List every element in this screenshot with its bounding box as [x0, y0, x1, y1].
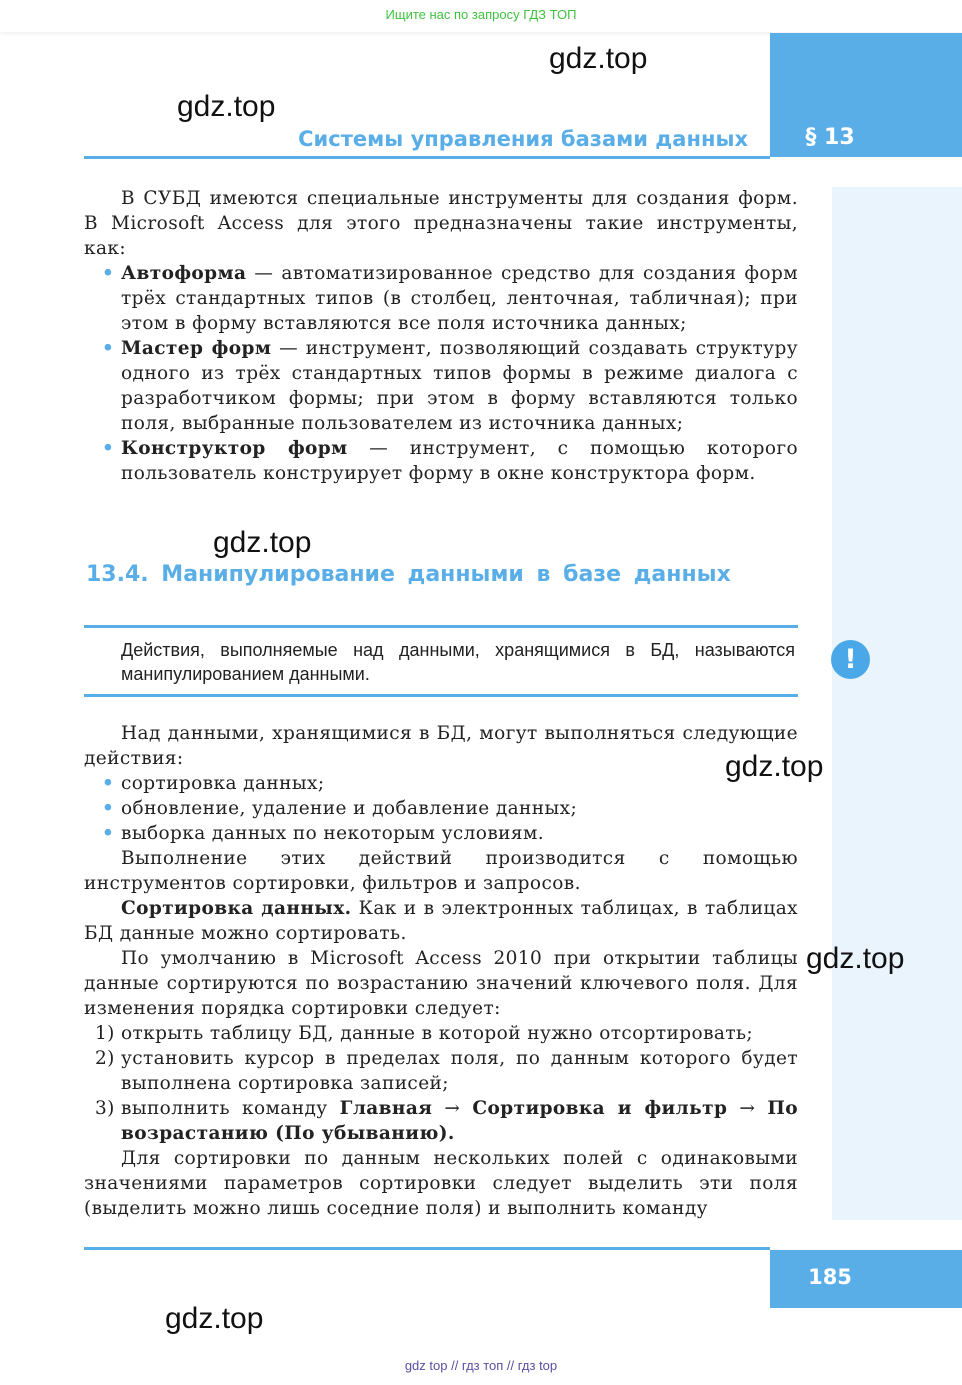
step-text: установить курсор в пределах поля, по данным которого будет выполнена сортировка записей; [121, 1048, 798, 1094]
watermark: gdz.top [165, 1302, 264, 1335]
term-desc: — инструмент, с помощью которого пользователь конструирует форму в окне конструктора форм. [121, 438, 798, 484]
list-item [84, 261, 798, 336]
page-number-tab [770, 1250, 962, 1308]
step-number: 2) [95, 1048, 115, 1069]
arrow-icon: → [727, 1098, 768, 1119]
command-name: Главная [339, 1098, 433, 1119]
list-item [84, 436, 798, 486]
body-block [84, 721, 798, 1221]
step-text: открыть таблицу БД, данные в которой нужно отсортировать; [121, 1023, 754, 1044]
chapter-title: Системы управления базами данных [298, 127, 748, 151]
command-name: Сортировка и фильтр [472, 1098, 728, 1119]
list-item: • выборка данных по некоторым условиям. [84, 821, 798, 846]
term-desc: — автоматизированное средство для создания форм трёх стандартных типов (в столбец, ленточная, табличная); при этом в форму вставляются все поля источника данных; [121, 263, 798, 334]
sort-paragraph [84, 896, 798, 946]
arrow-icon: → [432, 1098, 473, 1119]
watermark: gdz.top [177, 90, 276, 123]
side-margin-panel [832, 187, 962, 1220]
paragraph-label: § 13 [805, 125, 855, 150]
watermark: gdz.top [806, 942, 905, 975]
exclamation-icon: ! [831, 640, 870, 679]
term: Автоформа [121, 263, 247, 284]
multi-sort-paragraph: Для сортировки по данным нескольких полей с одинаковыми значениями параметров сортировки следует выделить эти поля (выделить можно лишь соседние поля) и выполнить команду [84, 1148, 798, 1219]
watermark: gdz.top [213, 526, 312, 559]
term-desc: — инструмент, позволяющий создавать структуру одного из трёх стандартных типов формы в режиме диалога с разработчиком формы; при этом в форму вставляются только поля, выбранные пользователем из источника данных; [121, 338, 798, 434]
top-banner: Ищите нас по запросу ГДЗ ТОП [0, 0, 962, 32]
step-item [84, 1021, 798, 1046]
step-item [84, 1096, 798, 1146]
step-item [84, 1046, 798, 1096]
page-number: 185 [808, 1265, 852, 1289]
sort-term: Сортировка данных. [121, 898, 352, 919]
watermark: gdz.top [725, 750, 824, 783]
command-name: По возрастанию (По убыванию). [121, 1098, 798, 1144]
footer-links: gdz top // гдз топ // гдз top [404, 1358, 558, 1373]
step-number: 1) [95, 1023, 115, 1044]
watermark: gdz.top [549, 42, 648, 75]
section-title: 13.4. Манипулирование данными в базе данных [86, 562, 731, 587]
list-item: • сортировка данных; [84, 771, 798, 796]
list-item: • обновление, удаление и добавление данных; [84, 796, 798, 821]
step-text: выполнить команду [121, 1098, 340, 1119]
step-number: 3) [95, 1098, 115, 1119]
definition-bottom-rule [84, 694, 798, 697]
intro-lead: В СУБД имеются специальные инструменты для создания форм. В Microsoft Access для этого предназначены такие инструменты, как: [84, 188, 798, 259]
footer-rule [84, 1247, 770, 1250]
header-rule [84, 156, 770, 159]
definition-text: Действия, выполняемые над данными, хранящимися в БД, называются манипулированием данными. [121, 640, 795, 684]
body-lead: Над данными, хранящимися в БД, могут выполняться следующие действия: [84, 723, 798, 769]
default-sort-paragraph: По умолчанию в Microsoft Access 2010 при открытии таблицы данные сортируются по возрастанию значений ключевого поля. Для изменения порядка сортировки следует: [84, 948, 798, 1019]
paragraph-tab [770, 33, 962, 157]
term: Мастер форм [121, 338, 272, 359]
definition-top-rule [84, 625, 798, 628]
list-item [84, 336, 798, 436]
tools-paragraph: Выполнение этих действий производится с помощью инструментов сортировки, фильтров и запросов. [84, 848, 798, 894]
sort-text: Как и в электронных таблицах, в таблицах БД данные можно сортировать. [84, 898, 798, 944]
intro-block [84, 186, 798, 486]
term: Конструктор форм [121, 438, 348, 459]
